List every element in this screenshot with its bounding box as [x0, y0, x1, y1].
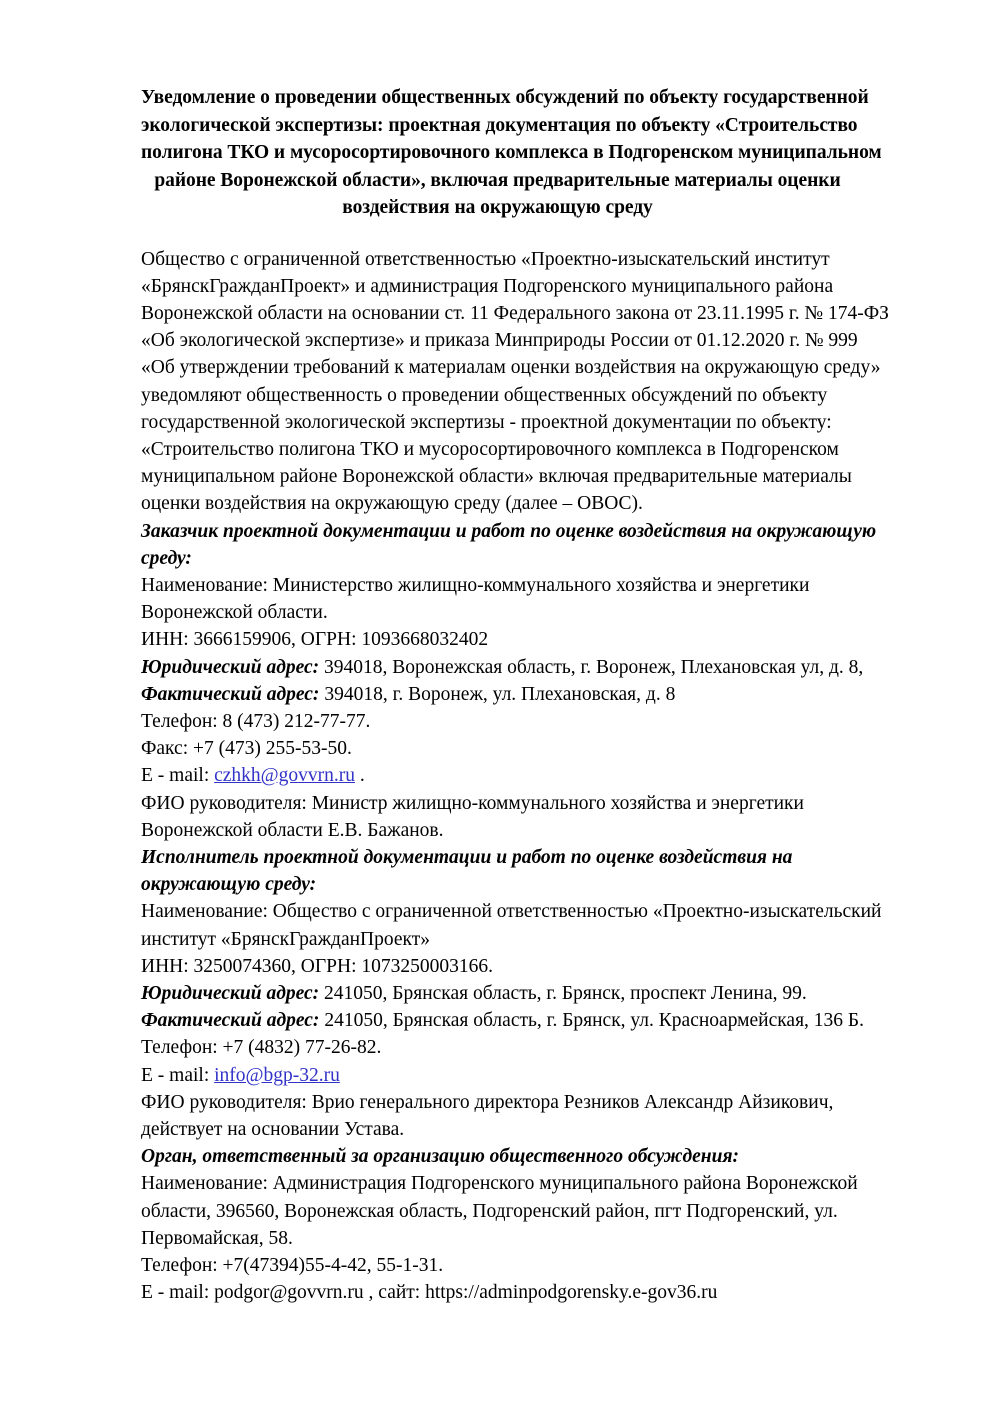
- executor-heading-line-2: окружающую среду:: [141, 874, 317, 896]
- executor-legal-address-label: Юридический адрес:: [141, 982, 320, 1004]
- intro-line-8: «Строительство полигона ТКО и мусоросортировочного комплекса в Подгоренском: [141, 438, 839, 460]
- customer-phone: Телефон: 8 (473) 212-77-77.: [141, 710, 371, 732]
- organizer-name-line-2: области, 396560, Воронежская область, Подгоренский район, пгт Подгоренский, ул.: [141, 1200, 838, 1222]
- executor-name-line-1: Наименование: Общество с ограниченной ответственностью «Проектно-изыскательский: [141, 901, 882, 923]
- document-content: [141, 84, 889, 1306]
- customer-email-link[interactable]: czhkh@govvrn.ru: [214, 765, 355, 787]
- executor-phone: Телефон: +7 (4832) 77-26-82.: [141, 1037, 382, 1059]
- executor-legal-address: [141, 980, 854, 1007]
- customer-email-suffix: .: [355, 765, 365, 787]
- organizer-email-and-site: E - mail: podgor@govvrn.ru , сайт: https://adminpodgorensky.e-gov36.ru: [141, 1282, 718, 1304]
- customer-heading-line-1: Заказчик проектной документации и работ по оценке воздействия на окружающую: [141, 520, 877, 542]
- customer-head-line-2: Воронежской области Е.В. Бажанов.: [141, 819, 444, 841]
- title-line-4: районе Воронежской области», включая предварительные материалы оценки: [154, 169, 841, 191]
- executor-email: [141, 1062, 854, 1089]
- title-line-2: экологической экспертизы: проектная документация по объекту «Строительство: [141, 114, 858, 136]
- intro-line-5: «Об утверждении требований к материалам оценки воздействия на окружающую среду»: [141, 357, 881, 379]
- customer-name-line-1: Наименование: Министерство жилищно-коммунального хозяйства и энергетики: [141, 574, 810, 596]
- title-line-3: полигона ТКО и мусоросортировочного комплекса в Подгоренском муниципальном: [141, 142, 882, 163]
- customer-legal-address: [141, 654, 864, 681]
- intro-paragraph: [141, 246, 889, 518]
- customer-fax: Факс: +7 (473) 255-53-50.: [141, 738, 352, 760]
- customer-email: [141, 762, 854, 789]
- customer-name-line-2: Воронежской области.: [141, 602, 328, 624]
- customer-legal-address-value: 394018, Воронежская область, г. Воронеж, Плехановская ул, д. 8,: [319, 656, 864, 678]
- intro-line-2: «БрянскГражданПроект» и администрация Подгоренского муниципального района: [141, 275, 834, 297]
- customer-email-prefix: E - mail:: [141, 765, 215, 787]
- page-title: [141, 84, 882, 222]
- executor-name-line-2: институт «БрянскГражданПроект»: [141, 928, 431, 950]
- organizer-phone: Телефон: +7(47394)55-4-42, 55-1-31.: [141, 1255, 444, 1277]
- executor-actual-address: [141, 1007, 864, 1034]
- title-line-5: воздействия на окружающую среду: [342, 197, 653, 218]
- customer-section: [141, 518, 877, 844]
- intro-line-4: «Об экологической экспертизе» и приказа Минприроды России от 01.12.2020 г. № 999: [141, 330, 858, 352]
- customer-actual-address-label: Фактический адрес:: [141, 683, 320, 705]
- customer-actual-address-value: 394018, г. Воронеж, ул. Плехановская, д. 8: [319, 683, 676, 705]
- executor-actual-address-label: Фактический адрес:: [141, 1010, 320, 1032]
- document-body: [141, 246, 889, 1307]
- executor-email-link[interactable]: info@bgp-32.ru: [214, 1064, 340, 1086]
- executor-email-prefix: E - mail:: [141, 1064, 215, 1086]
- customer-head-line-1: ФИО руководителя: Министр жилищно-коммунального хозяйства и энергетики: [141, 792, 804, 814]
- executor-actual-address-value: 241050, Брянская область, г. Брянск, ул. Красноармейская, 136 Б.: [319, 1010, 864, 1032]
- customer-actual-address: [141, 681, 854, 708]
- organizer-section: [141, 1143, 858, 1306]
- executor-legal-address-value: 241050, Брянская область, г. Брянск, проспект Ленина, 99.: [319, 982, 807, 1004]
- intro-line-1: Общество с ограниченной ответственностью «Проектно-изыскательский институт: [141, 248, 830, 270]
- intro-line-9: муниципальном районе Воронежской области» включая предварительные материалы: [141, 466, 852, 488]
- organizer-heading: Орган, ответственный за организацию общественного обсуждения:: [141, 1146, 739, 1168]
- executor-heading-line-1: Исполнитель проектной документации и работ по оценке воздействия на: [141, 846, 793, 868]
- executor-head-line-2: действует на основании Устава.: [141, 1119, 405, 1140]
- intro-line-3: Воронежской области на основании ст. 11 Федерального закона от 23.11.1995 г. № 174-ФЗ: [141, 302, 889, 324]
- title-line-1: Уведомление о проведении общественных обсуждений по объекту государственной: [141, 87, 869, 108]
- intro-line-10: оценки воздействия на окружающую среду (далее – ОВОС).: [141, 493, 643, 515]
- customer-heading-line-2: среду:: [141, 547, 192, 569]
- executor-inn-ogrn: ИНН: 3250074360, ОГРН: 1073250003166.: [141, 955, 493, 977]
- organizer-name-line-3: Первомайская, 58.: [141, 1227, 293, 1249]
- intro-line-7: государственной экологической экспертизы - проектной документации по объекту:: [141, 411, 832, 433]
- executor-head-line-1: ФИО руководителя: Врио генерального директора Резников Александр Айзикович,: [141, 1091, 834, 1113]
- organizer-name-line-1: Наименование: Администрация Подгоренского муниципального района Воронежской: [141, 1173, 858, 1195]
- intro-line-6: уведомляют общественность о проведении общественных обсуждений по объекту: [141, 384, 828, 406]
- customer-inn-ogrn: ИНН: 3666159906, ОГРН: 1093668032402: [141, 629, 489, 651]
- executor-section: [141, 844, 882, 1143]
- customer-legal-address-label: Юридический адрес:: [141, 656, 320, 678]
